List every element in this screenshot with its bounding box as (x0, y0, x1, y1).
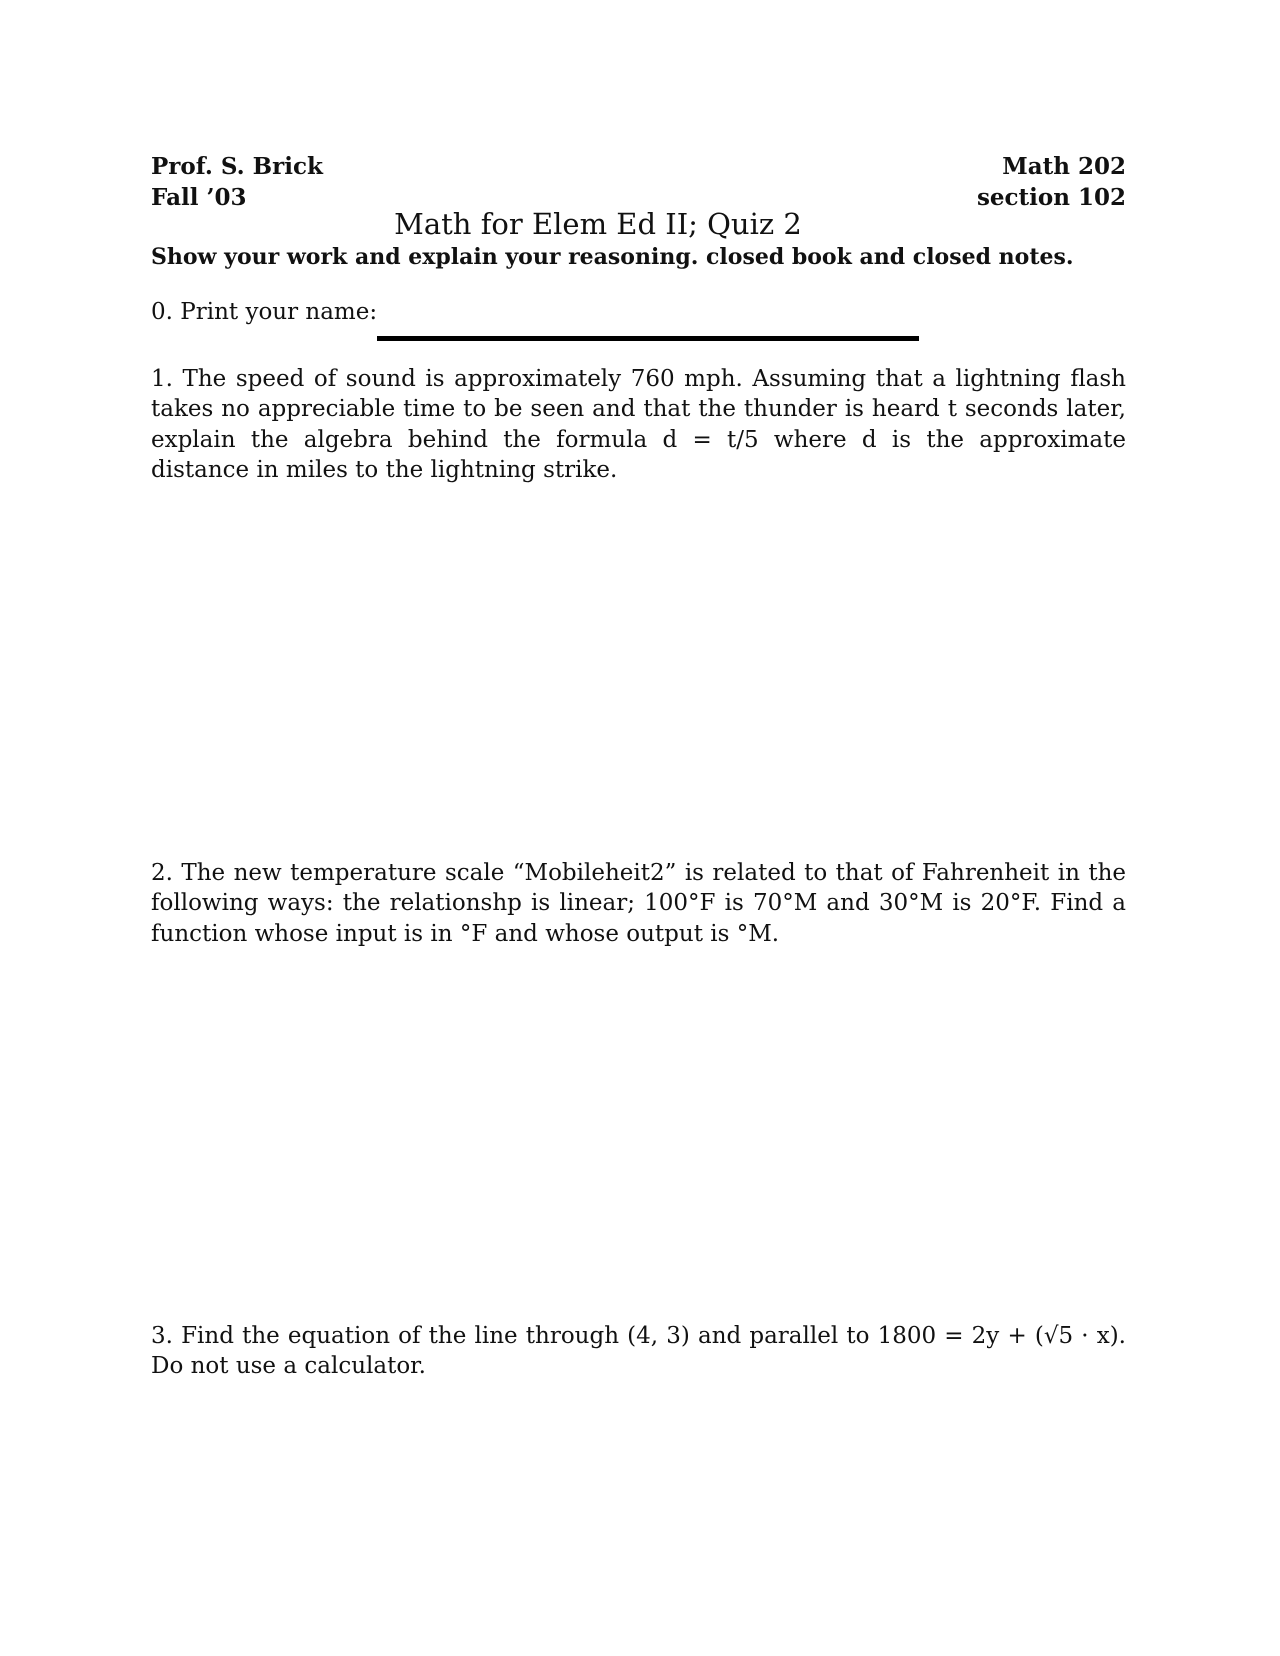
header-right (977, 151, 1126, 213)
instructions: Show your work and explain your reasoning. closed book and closed notes. (151, 244, 1074, 270)
section-number: section 102 (976, 184, 1126, 211)
name-prompt: 0. Print your name: (151, 299, 378, 325)
question-2: 2. The new temperature scale “Mobileheit2” is related to that of Fahrenheit in the following ways: the relationshp is linear; 100°F is 70°M and 30°M is 20°F. Find a function whose input is in °F and whose output is °M. (151, 860, 1126, 947)
page-title: Math for Elem Ed II; Quiz 2 (394, 207, 802, 241)
professor-name: Prof. S. Brick (151, 153, 323, 180)
semester: Fall ’03 (151, 184, 247, 211)
course-number: Math 202 (1002, 153, 1126, 180)
question-1: 1. The speed of sound is approximately 760 mph. Assuming that a lightning flash takes no appreciable time to be seen and that the thunder is heard t seconds later, explain the algebra behind the formula d = t/5 where d is the approximate distance in miles to the lightning strike. (151, 366, 1126, 483)
question-3: 3. Find the equation of the line through (4, 3) and parallel to 1800 = 2y + (√5 · x). Do not use a calculator. (151, 1323, 1126, 1380)
page-title-container (0, 206, 1280, 242)
name-answer-line (377, 336, 919, 341)
header-left (151, 151, 323, 213)
